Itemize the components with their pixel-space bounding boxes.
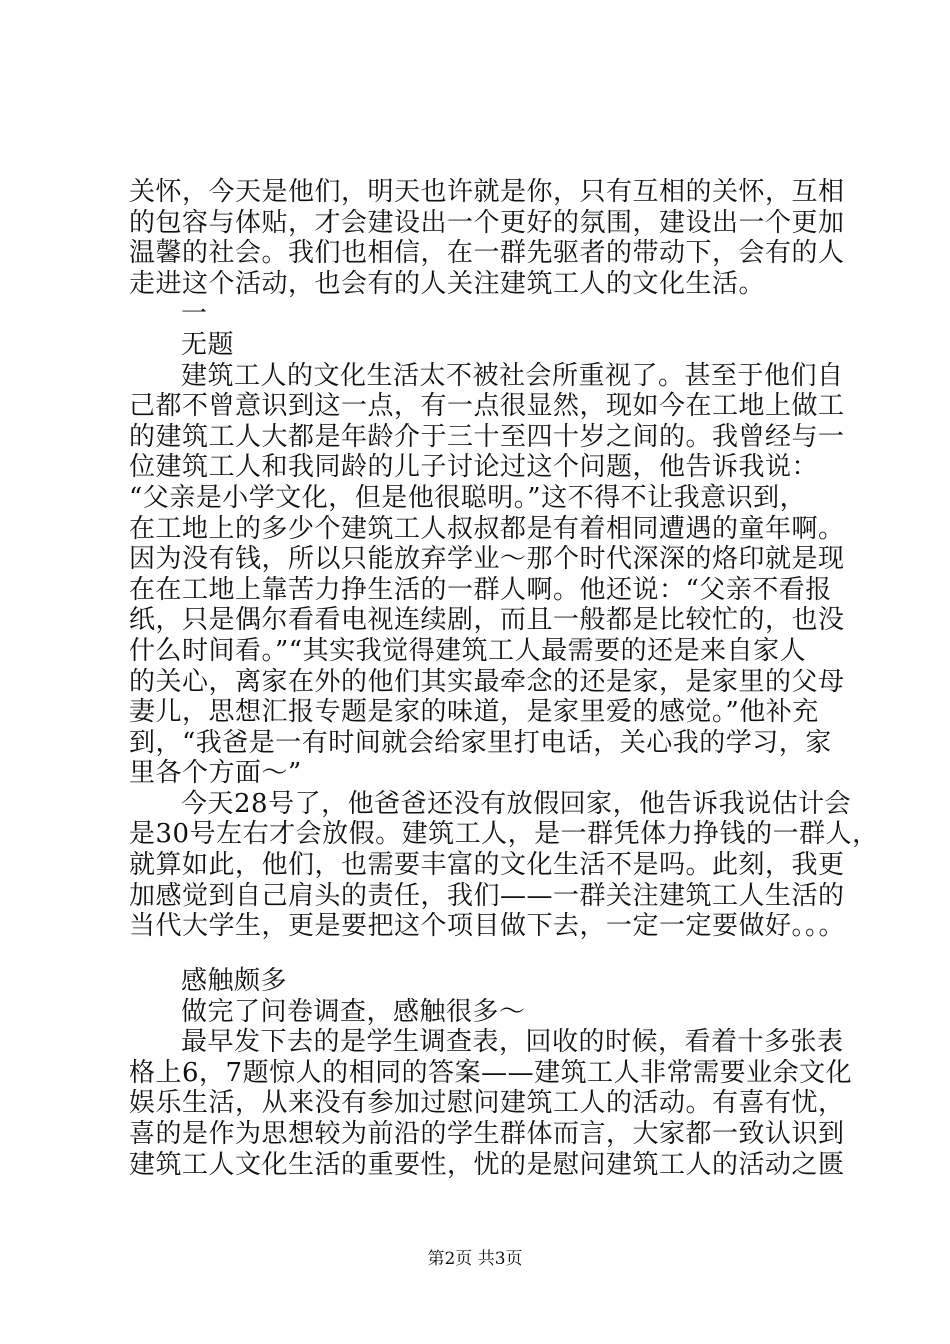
text-line: 到，“我爸是一有时间就会给家里打电话，关心我的学习，家: [129, 727, 832, 758]
text-line: 位建筑工人和我同龄的儿子讨论过这个问题，他告诉我说：: [129, 452, 819, 483]
text-line: 加感觉到自己肩头的责任，我们——一群关注建筑工人生活的: [129, 880, 845, 911]
text-line: 建筑工人文化生活的重要性，忧的是慰问建筑工人的活动之匮: [129, 1149, 845, 1180]
text-line: 什么时间看。”“其实我觉得建筑工人最需要的还是来自家人: [129, 635, 807, 666]
text-line: 当代大学生，更是要把这个项目做下去，一定一定要做好。。。: [129, 911, 846, 942]
section-subheading: 做完了问卷调查，感触很多～: [181, 996, 526, 1027]
text-line: 最早发下去的是学生调查表，回收的时候，看着十多张表: [181, 1027, 844, 1058]
text-line: 格上6，7题惊人的相同的答案——建筑工人非常需要业余文化: [129, 1057, 853, 1088]
text-line: 是30号左右才会放假。建筑工人，是一群凭体力挣钱的一群人，: [129, 819, 879, 850]
text-line: 在工地上的多少个建筑工人叔叔都是有着相同遭遇的童年啊。: [129, 513, 845, 544]
text-line: 就算如此，他们，也需要丰富的文化生活不是吗。此刻，我更: [129, 850, 845, 881]
text-line: 的关心，离家在外的他们其实最牵念的还是家，是家里的父母: [129, 666, 845, 697]
text-line: 娱乐生活，从来没有参加过慰问建筑工人的活动。有喜有忧，: [129, 1088, 845, 1119]
text-line: 里各个方面～”: [129, 758, 302, 789]
section-touched: [129, 966, 853, 1180]
page-number-footer: 第2页 共3页: [427, 1249, 523, 1269]
text-line: 己都不曾意识到这一点，有一点很显然，现如今在工地上做工: [129, 391, 845, 422]
text-line: 的包容与体贴，才会建设出一个更好的氛围，建设出一个更加: [129, 207, 845, 238]
text-line: 在在工地上靠苦力挣生活的一群人啊。他还说：“父亲不看报: [129, 574, 832, 605]
text-line: 喜的是作为思想较为前沿的学生群体而言，大家都一致认识到: [129, 1118, 845, 1149]
section-heading-untitled: 无题: [181, 329, 235, 360]
text-line: 的建筑工人大都是年龄介于三十至四十岁之间的。我曾经与一: [129, 421, 845, 452]
text-line: 建筑工人的文化生活太不被社会所重视了。甚至于他们自: [181, 360, 844, 391]
section-divider-dash: 一: [181, 299, 208, 330]
paragraph-continuation: [129, 177, 879, 942]
text-line: 妻儿，思想汇报专题是家的味道，是家里爱的感觉。”他补充: [129, 697, 819, 728]
section-heading-touched: 感触颇多: [181, 966, 288, 996]
text-line: “父亲是小学文化，但是他很聪明。”这不得不让我意识到，: [129, 482, 807, 513]
text-line: 温馨的社会。我们也相信，在一群先驱者的带动下，会有的人: [129, 238, 845, 269]
text-line: 走进这个活动，也会有的人关注建筑工人的文化生活。: [129, 268, 766, 299]
text-line: 因为没有钱，所以只能放弃学业～那个时代深深的烙印就是现: [129, 544, 845, 575]
text-line: 今天28号了，他爸爸还没有放假回家，他告诉我说估计会: [181, 788, 852, 819]
text-line: 关怀，今天是他们，明天也许就是你，只有互相的关怀，互相: [129, 177, 845, 207]
text-line: 纸，只是偶尔看看电视连续剧，而且一般都是比较忙的，也没: [129, 605, 845, 636]
